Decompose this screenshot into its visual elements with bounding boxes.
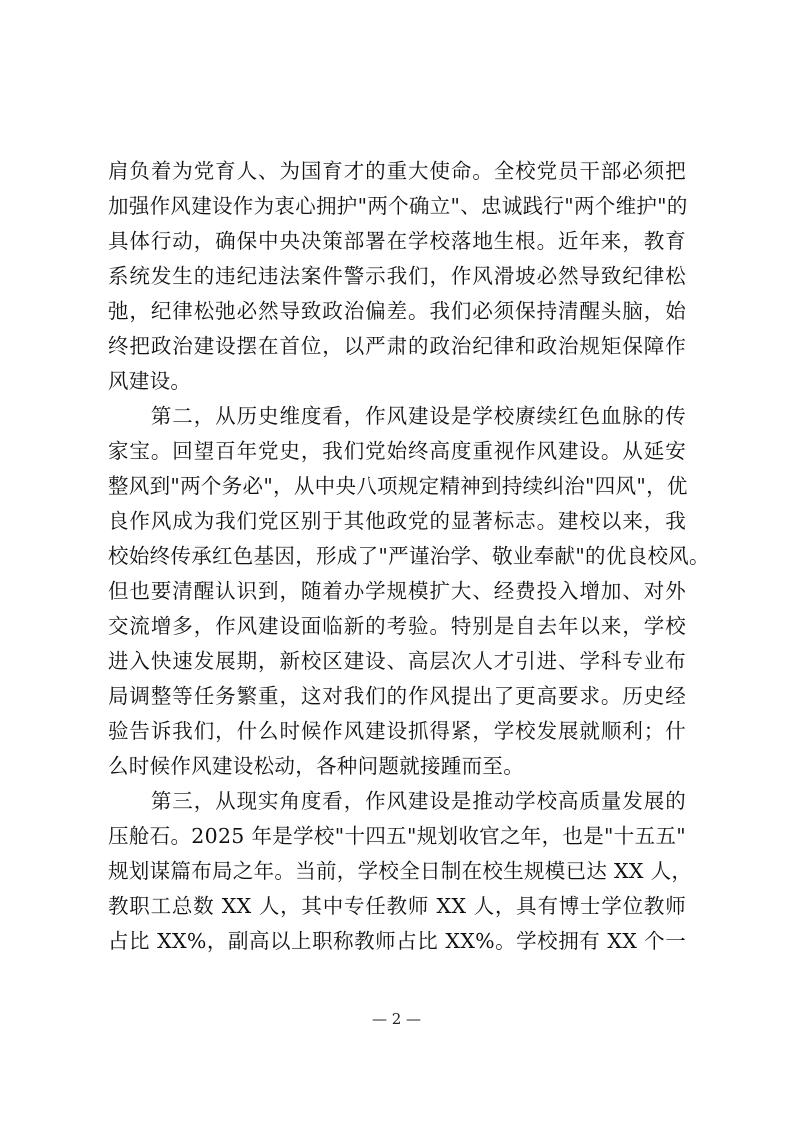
text-line: 肩负着为党育人、为国育才的重大使命。全校党员干部必须把 (108, 159, 686, 183)
text-line: 家宝。回望百年党史，我们党始终高度重视作风建设。从延安 (108, 439, 686, 463)
text-line: 校始终传承红色基因，形成了"严谨治学、敬业奉献"的优良校风。 (108, 544, 710, 568)
text-line: 良作风成为我们党区别于其他政党的显著标志。建校以来，我 (108, 509, 686, 533)
text-line: 终把政治建设摆在首位，以严肃的政治纪律和政治规矩保障作 (108, 334, 686, 358)
paragraph-3 (108, 784, 693, 959)
text-line: 整风到"两个务必"，从中央八项规定精神到持续纠治"四风"，优 (108, 474, 688, 498)
page-number: — 2 — (371, 1010, 422, 1028)
text-line: 么时候作风建设松动，各种问题就接踵而至。 (108, 754, 524, 778)
text-line: 交流增多，作风建设面临新的考验。特别是自去年以来，学校 (108, 614, 686, 638)
paragraph-2 (108, 399, 710, 784)
document-body (108, 154, 710, 959)
text-line: 局调整等任务繁重，这对我们的作风提出了更高要求。历史经 (108, 684, 686, 708)
text-line: 教职工总数 XX 人，其中专任教师 XX 人，具有博士学位教师 (108, 894, 686, 918)
text-line: 压舱石。2025 年是学校"十四五"规划收官之年，也是"十五五" (108, 824, 686, 848)
text-line: 风建设。 (108, 369, 192, 393)
text-line: 系统发生的违纪违法案件警示我们，作风滑坡必然导致纪律松 (108, 264, 686, 288)
text-line: 第二，从历史维度看，作风建设是学校赓续红色血脉的传 (108, 404, 686, 428)
text-line: 规划谋篇布局之年。当前，学校全日制在校生规模已达 XX 人， (108, 859, 693, 883)
text-line: 占比 XX%，副高以上职称教师占比 XX%。学校拥有 XX 个一 (108, 929, 686, 953)
text-line: 验告诉我们，什么时候作风建设抓得紧，学校发展就顺利；什 (108, 719, 686, 743)
text-line: 第三，从现实角度看，作风建设是推动学校高质量发展的 (108, 789, 686, 813)
text-line: 具体行动，确保中央决策部署在学校落地生根。近年来，教育 (108, 229, 686, 253)
text-line: 加强作风建设作为衷心拥护"两个确立"、忠诚践行"两个维护"的 (108, 194, 688, 218)
paragraph-1 (108, 154, 686, 399)
text-line: 进入快速发展期，新校区建设、高层次人才引进、学科专业布 (108, 649, 686, 673)
text-line: 但也要清醒认识到，随着办学规模扩大、经费投入增加、对外 (108, 579, 686, 603)
text-line: 弛，纪律松弛必然导致政治偏差。我们必须保持清醒头脑，始 (108, 299, 686, 323)
